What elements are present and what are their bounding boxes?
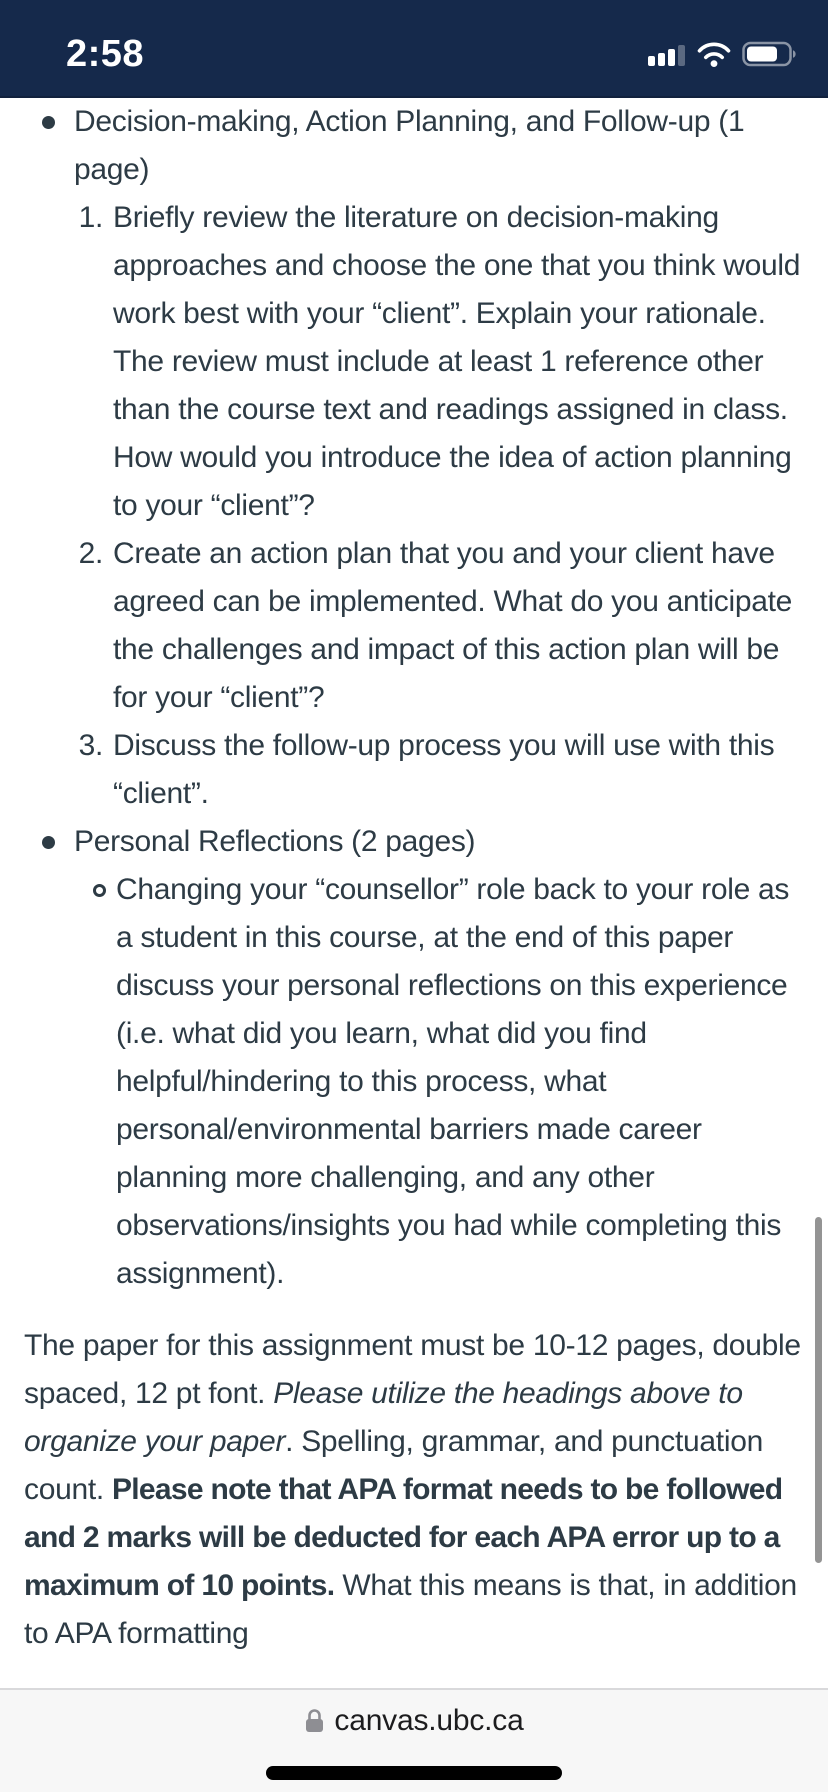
home-indicator[interactable] [266, 1766, 562, 1780]
list-item-text: Discuss the follow-up process you will use with this “client”. [113, 729, 775, 810]
bullet-disc-marker [42, 836, 55, 849]
list-item-text: Decision-making, Action Planning, and Follow-up (1 page) [74, 105, 745, 186]
list-item-text: Create an action plan that you and your client have agreed can be implemented. What do you anticipate the challenges and impact of this action plan will be for your “client”? [113, 537, 793, 714]
list-item [0, 866, 828, 1298]
lock-icon [304, 1707, 325, 1735]
status-bar [0, 0, 828, 98]
wifi-icon [696, 41, 732, 68]
list-item-text: Personal Reflections (2 pages) [74, 825, 476, 858]
status-time: 2:58 [66, 32, 145, 75]
list-item-text: Changing your “counsellor” role back to your role as a student in this course, at the end of this paper discuss your personal reflections on this experience (i.e. what did you learn, what did you find helpful/hindering to this process, what personal/environmental barriers made career planning more challenging, and any other observations/insights you had while completing this assignment). [116, 873, 790, 1290]
ordered-number-marker: 3. [78, 729, 103, 762]
battery-icon [742, 40, 798, 68]
paragraph-run: Please note that APA format needs to be followed and 2 marks will be deducted for each APA error up to a maximum of 10 points. [24, 1473, 783, 1602]
page-content [0, 98, 828, 1688]
paragraph-run: . Spelling, grammar, and punctuation count. [24, 1425, 763, 1506]
list-item [0, 98, 828, 194]
scrollbar-thumb[interactable] [815, 1217, 822, 1563]
cellular-signal-icon [648, 42, 686, 66]
list-item [0, 194, 828, 530]
paragraph-run: What this means is that, in addition to APA formatting [24, 1569, 797, 1650]
assignment-paragraph [24, 1322, 810, 1658]
status-icons [648, 40, 798, 68]
paragraph-run: Please utilize the headings above to organize your paper [24, 1377, 743, 1458]
safari-bottom-bar [0, 1688, 828, 1792]
url-text: canvas.ubc.ca [334, 1704, 524, 1737]
assignment-list [0, 98, 828, 1298]
bullet-circle-marker [93, 884, 106, 897]
list-item [0, 818, 828, 866]
url-bar[interactable] [0, 1704, 828, 1738]
ordered-number-marker: 2. [78, 537, 103, 570]
bullet-disc-marker [42, 116, 55, 129]
list-item [0, 722, 828, 818]
list-item-text: Briefly review the literature on decision-making approaches and choose the one that you think would work best with your “client”. Explain your rationale. The review must include at least 1 reference other than the course text and readings assigned in class. How would you introduce the idea of action planning to your “client”? [113, 201, 801, 522]
paragraph-run: The paper for this assignment must be 10-12 pages, double spaced, 12 pt font. [24, 1329, 801, 1410]
ordered-number-marker: 1. [78, 201, 103, 234]
list-item [0, 530, 828, 722]
